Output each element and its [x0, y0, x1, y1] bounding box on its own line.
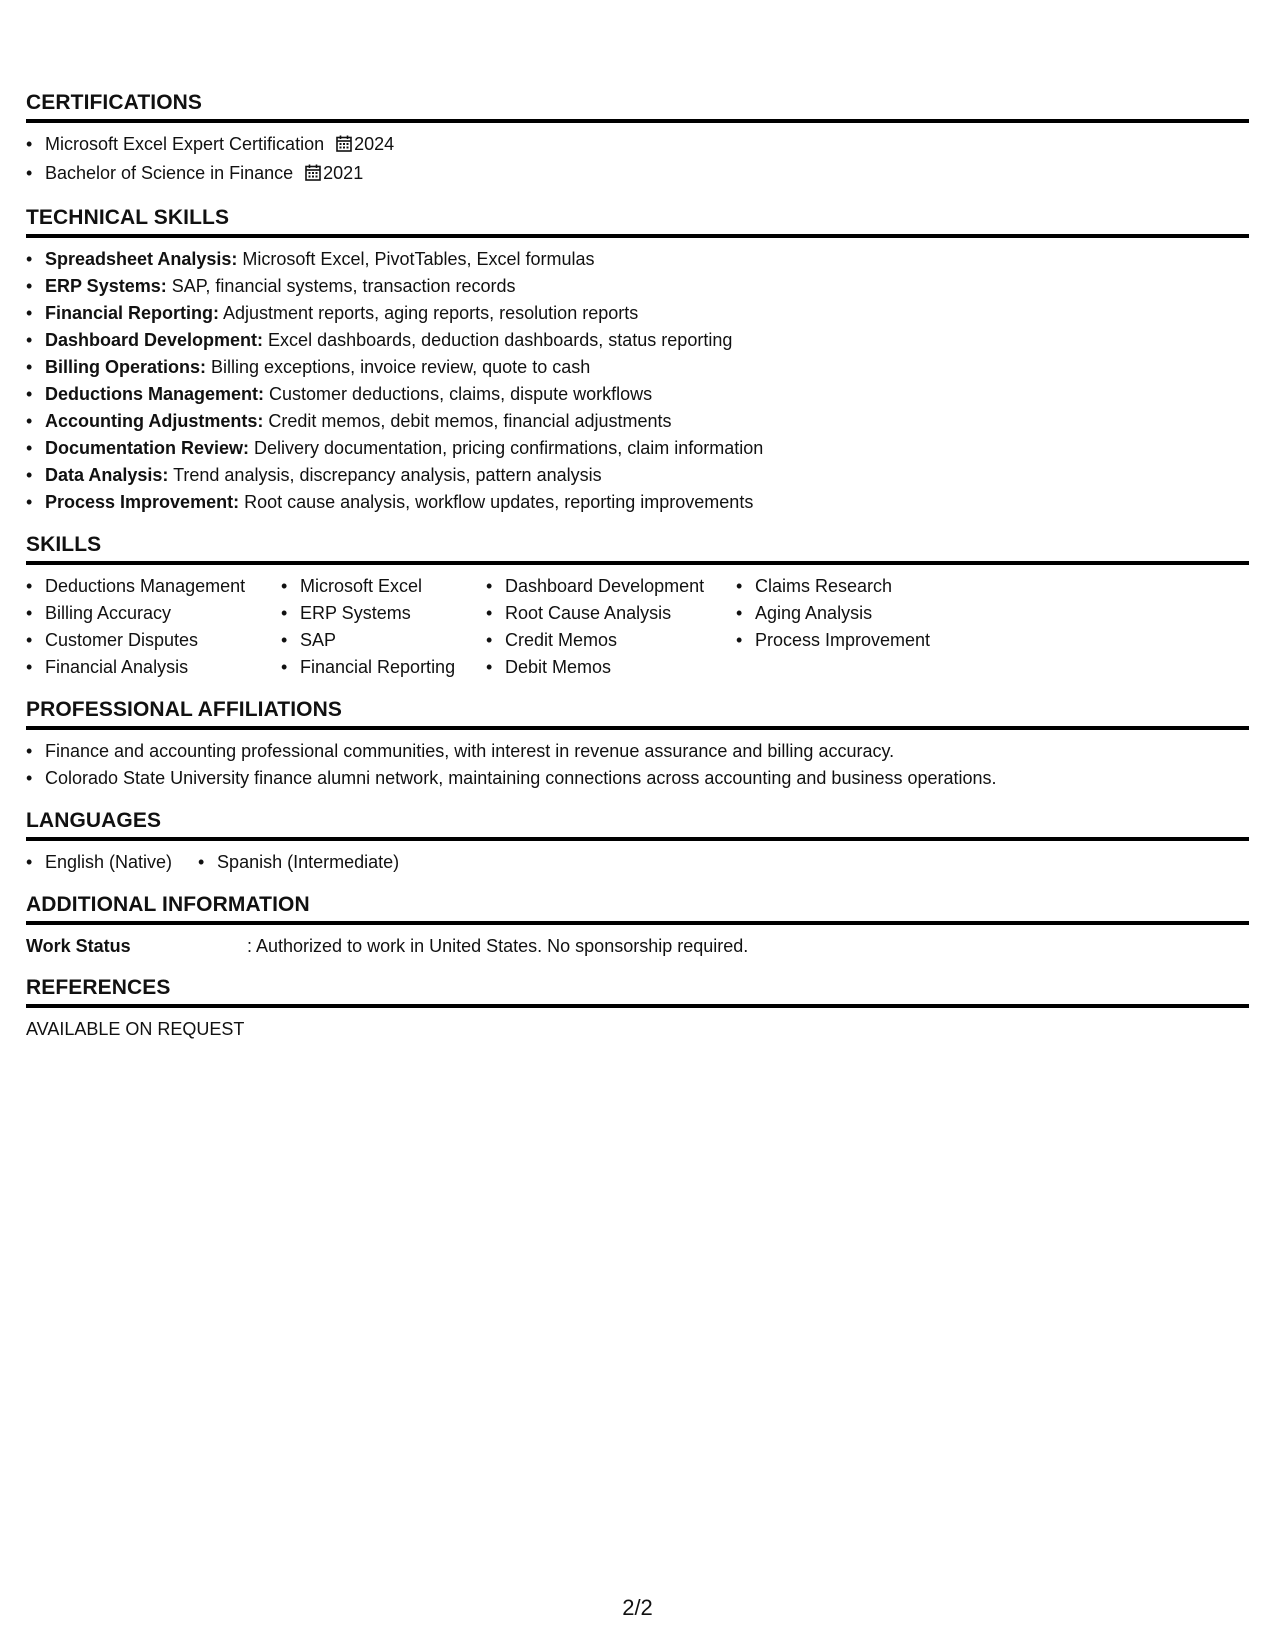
skill-text: Trend analysis, discrepancy analysis, pattern analysis: [168, 465, 602, 485]
skill-text: Customer deductions, claims, dispute workflows: [264, 384, 653, 404]
skill-label: Data Analysis:: [45, 465, 169, 485]
section-title-certifications: CERTIFICATIONS: [26, 90, 1249, 123]
work-status-label: Work Status: [26, 936, 131, 956]
list-item: • Deductions Management: [45, 573, 281, 600]
calendar-icon: [336, 133, 352, 160]
skill-text: Adjustment reports, aging reports, resolution reports: [219, 303, 639, 323]
list-item: • Aging Analysis: [755, 600, 985, 627]
certification-name: Bachelor of Science in Finance: [45, 163, 294, 183]
certification-year: 2024: [354, 134, 395, 154]
section-title-technical-skills: TECHNICAL SKILLS: [26, 205, 1249, 238]
list-item: • Dashboard Development: [505, 573, 736, 600]
skills-column: [486, 573, 736, 681]
skill-label: Documentation Review:: [45, 438, 250, 458]
list-item: • Financial Analysis: [45, 654, 281, 681]
work-status-value: : Authorized to work in United States. No sponsorship required.: [247, 936, 749, 956]
list-item: • Customer Disputes: [45, 627, 281, 654]
list-item: • Finance and accounting professional communities, with interest in revenue assurance and billing accuracy.: [45, 738, 1249, 765]
list-item: • Root Cause Analysis: [505, 600, 736, 627]
list-item: [45, 408, 1249, 435]
certifications-list: [26, 131, 1249, 189]
languages-list: [26, 849, 1249, 876]
skill-label: Financial Reporting:: [45, 303, 220, 323]
affiliations-list: [26, 738, 1249, 792]
list-item: • Process Improvement: [755, 627, 985, 654]
references-text: AVAILABLE ON REQUEST: [26, 1019, 245, 1039]
skill-label: Deductions Management:: [45, 384, 265, 404]
skill-text: Billing exceptions, invoice review, quote to cash: [206, 357, 591, 377]
certifications-section: [26, 90, 1249, 189]
section-title-skills: SKILLS: [26, 532, 1249, 565]
skill-text: Microsoft Excel, PivotTables, Excel formulas: [237, 249, 595, 269]
list-item: • Microsoft Excel: [300, 573, 486, 600]
skills-column: [281, 573, 486, 681]
list-item: • ERP Systems: [300, 600, 486, 627]
page-number: 2/2: [622, 1595, 653, 1620]
list-item: • SAP: [300, 627, 486, 654]
skills-section: [26, 532, 1249, 681]
list-item: • Spanish (Intermediate): [217, 849, 399, 876]
list-item: [45, 462, 1249, 489]
skill-label: Spreadsheet Analysis:: [45, 249, 238, 269]
skill-label: ERP Systems:: [45, 276, 167, 296]
list-item: [45, 160, 1249, 189]
list-item: [45, 273, 1249, 300]
list-item: • Debit Memos: [505, 654, 736, 681]
list-item: • Colorado State University finance alumni network, maintaining connections across accounting and business operations.: [45, 765, 1249, 792]
skill-label: Process Improvement:: [45, 492, 240, 512]
skills-column: [26, 573, 281, 681]
calendar-icon: [305, 162, 321, 189]
section-title-affiliations: PROFESSIONAL AFFILIATIONS: [26, 697, 1249, 730]
skill-text: Root cause analysis, workflow updates, reporting improvements: [239, 492, 754, 512]
skills-grid: [26, 573, 1249, 681]
list-item: [45, 489, 1249, 516]
technical-skills-section: [26, 205, 1249, 516]
list-item: • Billing Accuracy: [45, 600, 281, 627]
certification-year: 2021: [323, 163, 364, 183]
technical-skills-list: [26, 246, 1249, 516]
skill-text: Credit memos, debit memos, financial adjustments: [263, 411, 672, 431]
section-title-references: REFERENCES: [26, 975, 1249, 1008]
list-item: [45, 435, 1249, 462]
certification-name: Microsoft Excel Expert Certification: [45, 134, 325, 154]
affiliations-section: [26, 697, 1249, 792]
skills-column: [736, 573, 985, 681]
list-item: [45, 300, 1249, 327]
skill-text: Excel dashboards, deduction dashboards, status reporting: [263, 330, 733, 350]
list-item: [45, 381, 1249, 408]
list-item: • Credit Memos: [505, 627, 736, 654]
list-item: [45, 354, 1249, 381]
list-item: [45, 246, 1249, 273]
skill-label: Billing Operations:: [45, 357, 207, 377]
list-item: • Financial Reporting: [300, 654, 486, 681]
additional-info-section: [26, 892, 1249, 959]
section-title-additional-info: ADDITIONAL INFORMATION: [26, 892, 1249, 925]
references-section: [26, 975, 1249, 1042]
languages-section: [26, 808, 1249, 876]
list-item: [45, 327, 1249, 354]
list-item: • English (Native): [45, 849, 172, 876]
list-item: • Claims Research: [755, 573, 985, 600]
work-status-row: [26, 933, 1249, 959]
skill-text: SAP, financial systems, transaction records: [166, 276, 516, 296]
skill-label: Dashboard Development:: [45, 330, 264, 350]
skill-text: Delivery documentation, pricing confirmations, claim information: [249, 438, 764, 458]
section-title-languages: LANGUAGES: [26, 808, 1249, 841]
skill-label: Accounting Adjustments:: [45, 411, 264, 431]
list-item: [45, 131, 1249, 160]
